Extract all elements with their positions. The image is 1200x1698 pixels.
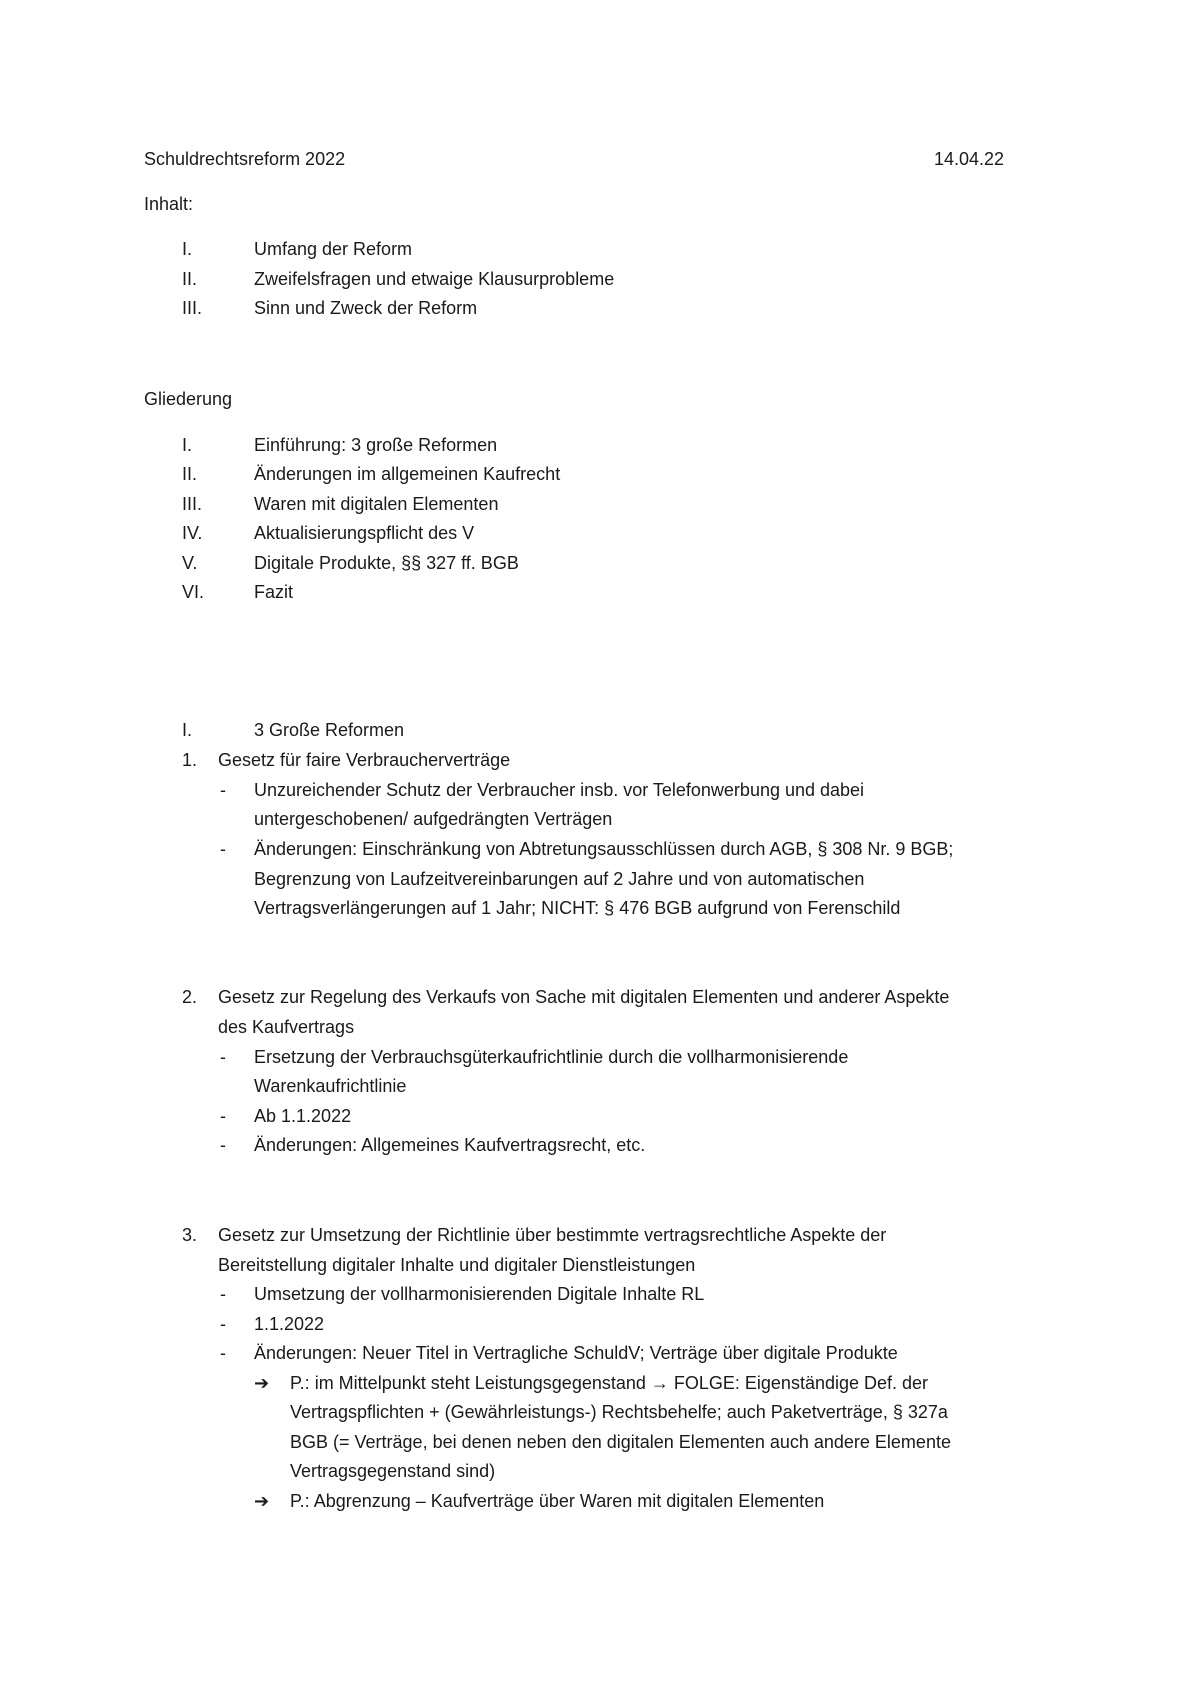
bullet-line: Warenkaufrichtlinie	[254, 1076, 407, 1096]
bullet-line: Änderungen: Allgemeines Kaufvertragsrecht, etc.	[254, 1135, 646, 1155]
bullet-line: Begrenzung von Laufzeitvereinbarungen auf 2 Jahre und von automatischen	[254, 869, 865, 889]
law-num: 3.	[182, 1225, 198, 1245]
gliederung-item: Digitale Produkte, §§ 327 ff. BGB	[254, 553, 519, 573]
gliederung-num: II.	[182, 464, 198, 484]
bullet-dash: -	[220, 1047, 226, 1067]
bullet-line: Unzureichender Schutz der Verbraucher insb. vor Telefonwerbung und dabei	[254, 780, 865, 800]
bullet-dash: -	[220, 1343, 226, 1363]
law-title-line: Bereitstellung digitaler Inhalte und digitaler Dienstleistungen	[218, 1255, 696, 1275]
section-title: 3 Große Reformen	[254, 720, 405, 740]
document-title: Schuldrechtsreform 2022	[144, 149, 346, 169]
law-title-line: Gesetz zur Regelung des Verkaufs von Sache mit digitalen Elementen und anderer Aspekte	[218, 987, 950, 1007]
bullet-dash: -	[220, 1135, 226, 1155]
gliederung-item: Einführung: 3 große Reformen	[254, 435, 498, 455]
bullet-dash: -	[220, 1106, 226, 1126]
bullet-dash: -	[220, 839, 226, 859]
inhalt-num: II.	[182, 269, 198, 289]
arrow-line: P.: Abgrenzung – Kaufverträge über Waren mit digitalen Elementen	[290, 1491, 825, 1511]
gliederung-num: IV.	[182, 523, 203, 543]
bullet-line: Änderungen: Neuer Titel in Vertragliche SchuldV; Verträge über digitale Produkte	[254, 1343, 898, 1363]
law-title-line: Gesetz zur Umsetzung der Richtlinie über bestimmte vertragsrechtliche Aspekte der	[218, 1225, 887, 1245]
gliederung-num: III.	[182, 494, 203, 514]
bullet-dash: -	[220, 1284, 226, 1304]
law-title-line: des Kaufvertrags	[218, 1017, 355, 1037]
law-num: 2.	[182, 987, 198, 1007]
inhalt-item: Sinn und Zweck der Reform	[254, 298, 478, 318]
bullet-line: Ersetzung der Verbrauchsgüterkaufrichtlinie durch die vollharmonisierende	[254, 1047, 849, 1067]
bullet-dash: -	[220, 1314, 226, 1334]
inhalt-item: Zweifelsfragen und etwaige Klausurprobleme	[254, 269, 615, 289]
arrow-icon: ➔	[254, 1373, 270, 1393]
inhalt-num: III.	[182, 298, 203, 318]
gliederung-item: Fazit	[254, 582, 294, 602]
arrow-line: P.: im Mittelpunkt steht Leistungsgegenstand → FOLGE: Eigenständige Def. der	[290, 1373, 929, 1393]
law-title: Gesetz für faire Verbraucherverträge	[218, 750, 511, 770]
bullet-line: 1.1.2022	[254, 1314, 325, 1334]
bullet-line: untergeschobenen/ aufgedrängten Verträgen	[254, 809, 613, 829]
gliederung-num: VI.	[182, 582, 205, 602]
gliederung-item: Aktualisierungspflicht des V	[254, 523, 475, 543]
section-num: I.	[182, 720, 193, 740]
inhalt-label: Inhalt:	[144, 194, 194, 214]
arrow-line: BGB (= Verträge, bei denen neben den digitalen Elementen auch andere Elemente	[290, 1432, 951, 1452]
arrow-line: Vertragspflichten + (Gewährleistungs-) Rechtsbehelfe; auch Paketverträge, § 327a	[290, 1402, 948, 1422]
document-date: 14.04.22	[934, 149, 1005, 169]
inhalt-item: Umfang der Reform	[254, 239, 413, 259]
gliederung-num: I.	[182, 435, 193, 455]
gliederung-item: Änderungen im allgemeinen Kaufrecht	[254, 464, 561, 484]
bullet-dash: -	[220, 780, 226, 800]
bullet-line: Änderungen: Einschränkung von Abtretungsausschlüssen durch AGB, § 308 Nr. 9 BGB;	[254, 839, 954, 859]
inhalt-num: I.	[182, 239, 193, 259]
arrow-icon: ➔	[254, 1491, 270, 1511]
gliederung-num: V.	[182, 553, 198, 573]
bullet-line: Ab 1.1.2022	[254, 1106, 352, 1126]
gliederung-item: Waren mit digitalen Elementen	[254, 494, 499, 514]
arrow-line: Vertragsgegenstand sind)	[290, 1461, 496, 1481]
bullet-line: Vertragsverlängerungen auf 1 Jahr; NICHT: § 476 BGB aufgrund von Ferenschild	[254, 898, 901, 918]
bullet-line: Umsetzung der vollharmonisierenden Digitale Inhalte RL	[254, 1284, 705, 1304]
gliederung-label: Gliederung	[144, 389, 233, 409]
law-num: 1.	[182, 750, 198, 770]
